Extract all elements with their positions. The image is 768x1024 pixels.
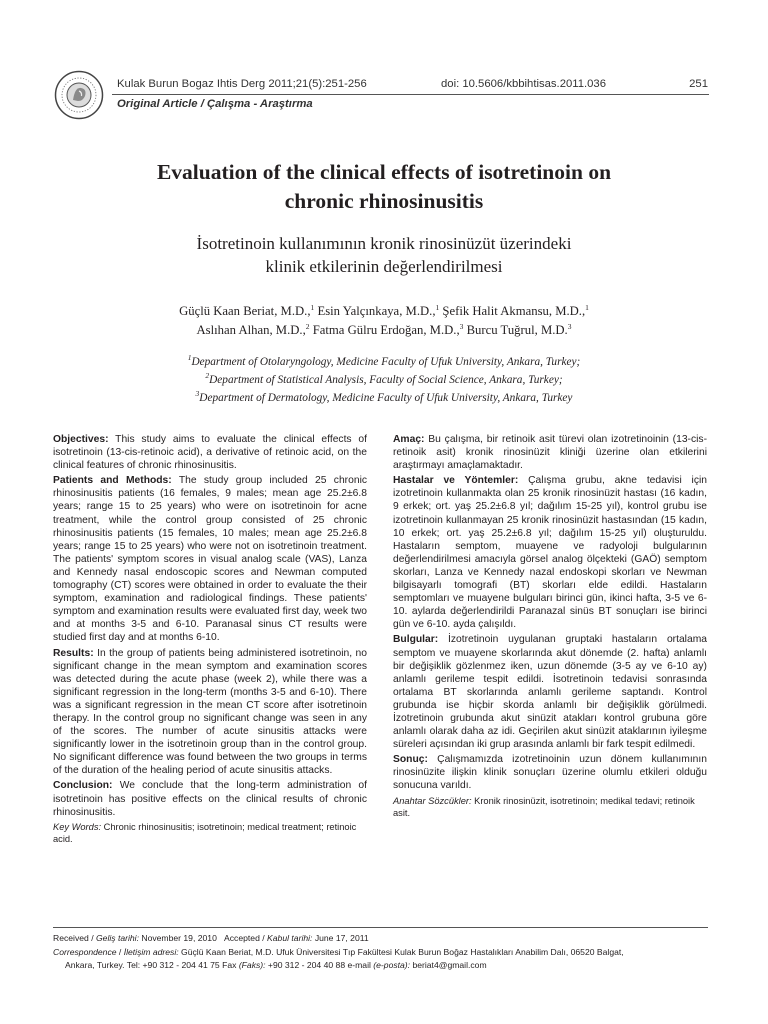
author-affiliation-mark: 3: [567, 322, 572, 331]
author-name: Şefik Halit Akmansu, M.D.,: [442, 304, 586, 318]
author-affiliation-mark: 1: [310, 303, 315, 312]
affiliation-item: $^3$Department of Dermatology, Medicine Faculty of Ufuk University, Ankara, Turkey: [195, 389, 573, 404]
email-address: beriat4@gmail.com: [410, 959, 487, 970]
abstract-results: Results: In the group of patients being administered isotretinoin, no significant change in the mean symptom and examination scores was detected during the acute phase (week 2), while there was a significant regression in the long-term (months 3-5 and 6-10). There was a significant regression in the mean CT score after isotretinoin therapy. In the control group no significant change was seen in any of the scores. The number of acute sinusitis attacks were significantly lower in the isotretinoin group than in the control group. No significant difference was found between the two groups in terms of the duration of the healing period of acute sinusitis attacks.: [53, 647, 367, 777]
header-rule: [112, 94, 709, 95]
ozet-sonuc: Sonuç: Çalışmamızda izotretinoinin uzun dönem kullanımının rinosinüzite ilişkin klinik sonuçları üzerine olumlu etkileri olduğu sonucuna varıldı.: [393, 754, 707, 792]
footer-rule: [53, 927, 708, 928]
affiliation-item: $^2$Department of Statistical Analysis, Faculty of Social Science, Ankara, Turkey;: [205, 371, 563, 386]
ozet-yontem: Hastalar ve Yöntemler: Çalışma grubu, akne tedavisi için izotretinoin kullanmakta olan 25 kronik rinosinüzit hastası (16 kadın, 9 erkek; ort. yaş 25.2±6.8 yıl; dağılım 15-25 yıl), kontrol grubu ise izotretinoin kullanmayan 25 kronik rinosinüzit hastasından (15 kadın, 10 erkek; ort. yaş 25.2±6.8 yıl; dağılım 15-25 yıl) oluşturuldu. Hastaların semptom, muayene ve radyoloji bulgularının değerlendirilmesi amacıyla görsel analog ölçekteki (GAÖ) semptom skorları, Lanza ve Kennedy nazal endoskopi skorları ve Newman bilgisayarlı tomografi (BT) skorları elde edildi. Hastaların semptomları ve muayene bulguları birinci gün, ikinci hafta, 3-5 ve 6-10. aylarda değerlendirildi Paranazal sinüs BT sonuçları ise birinci gün ve 6-10. ayda çalışıldı.: [393, 475, 707, 631]
author-name: Güçlü Kaan Beriat, M.D.,: [179, 304, 311, 318]
affiliation-item: $^1$Department of Otolaryngology, Medicine Faculty of Ufuk University, Ankara, Turkey;: [187, 353, 581, 368]
author-list: [80, 302, 688, 340]
ozet-bulgular: Bulgular: İzotretinoin uygulanan gruptaki hastaların ortalama semptom ve muayene skorlarında akut dönemde (2. hafta) anlamlı bir değişiklik gözlenmez iken, uzun dönemde (3-5 ay ve 6-10 ay) anlamlı gerileme tespit edildi. İsotretinoin tedavisi sonrasında ortalama BT skorlarında anlamlı gerileme saptandı. Kontrol grubunda ise hiçbir skorda anlamlı bir değişiklik görülmedi. İzotretinoin grubunda akut sinüzit atakları kontrol grubuna göre anlamlı olarak daha az idi. Geçirilen akut sinüzit ataklarının iyileşme süreleri açısından iki grup arasında anlamlı bir fark tespit edilmedi.: [393, 634, 707, 751]
page-number: 251: [689, 78, 708, 90]
journal-citation: Kulak Burun Bogaz Ihtis Derg 2011;21(5):251-256: [117, 78, 367, 90]
abstract-english: [53, 433, 367, 848]
abstract-objectives: Objectives: This study aims to evaluate the clinical effects of isotretinoin (13-cis-retinoic acid), a derivative of retinoic acid, on the clinical features of chronic rhinosinusitis.: [53, 434, 367, 472]
correspondence-address: [53, 946, 708, 971]
abstract-keywords: Key Words: Chronic rhinosinusitis; isotretinoin; medical treatment; retinoic acid.: [53, 821, 357, 845]
author-line-1: [80, 302, 688, 321]
abstract-methods: Patients and Methods: The study group included 25 chronic rhinosinusitis patients (16 females, 9 males; mean age 25.2±6.8 years; range 15 to 25 years) who were on isotretinoin for acne treatment, while the control group consisted of 25 chronic rhinosinusitis patients (15 females, 10 males; mean age 25.2±6.8 years; range 15 to 25 years) who were not on isotretinoin treatment. The patients' symptom scores in visual analog scale (VAS), Lanza and Kennedy nasal endoscopic scores and Newman computed tomography (CT) scores were obtained in order to evaluate the their symptom, examination and radiological findings. These patients' symptom and examination results were evaluated first day, week two and at months 3-5 and 6-10. Paranasal sinus CT results were studied first day and at months 6-10.: [53, 475, 368, 644]
title-english-line-2: chronic rhinosinusitis: [284, 189, 484, 213]
ozet-amac: Amaç: Bu çalışma, bir retinoik asit türevi olan izotretinoinin (13-cis-retinoik asit) kronik rinosinüzit kliniği üzerine olan etkilerini araştırmayı amaçlamaktadır.: [393, 434, 707, 472]
correspondence-line-1: Correspondence / İletişim adresi: Güçlü Kaan Beriat, M.D. Ufuk Üniversitesi Tıp Fakültesi Kulak Burun Boğaz Hastalıkları Anabilim Dalı, 06520 Balgat,: [53, 947, 624, 957]
author-name: Fatma Gülru Erdoğan, M.D.,: [312, 323, 460, 337]
abstract-conclusion: Conclusion: We conclude that the long-term administration of isotretinoin has positive effects on the clinical results of chronic rhinosinusitis.: [53, 780, 367, 818]
article-type: Original Article / Çalışma - Araştırma: [117, 98, 313, 110]
author-name: Esin Yalçınkaya, M.D.,: [317, 304, 436, 318]
doi: doi: 10.5606/kbbihtisas.2011.036: [441, 78, 606, 90]
ozet-anahtar-sozcukler: Anahtar Sözcükler: Kronik rinosinüzit, isotretinoin; medikal tedavi; retinoik asit.: [393, 795, 695, 819]
author-name: Aslıhan Alhan, M.D.,: [196, 323, 306, 337]
author-affiliation-mark: 2: [305, 322, 310, 331]
title-turkish: [80, 232, 688, 278]
author-line-2: [80, 321, 688, 340]
title-turkish-line-2: klinik etkilerinin değerlendirilmesi: [265, 257, 503, 276]
title-turkish-line-1: İsotretinoin kullanımının kronik rinosinüzüt üzerindeki: [196, 234, 572, 253]
correspondence-line-2: Ankara, Turkey. Tel: +90 312 - 204 41 75 Fax (Faks): +90 312 - 204 40 88 e-mail (e-posta): beriat4@gmail.com: [65, 959, 487, 970]
affiliations: [80, 353, 688, 407]
author-affiliation-mark: 1: [435, 303, 440, 312]
author-affiliation-mark: 3: [459, 322, 464, 331]
title-english: [80, 158, 688, 216]
author-name: Burcu Tuğrul, M.D.: [466, 323, 568, 337]
journal-logo: [54, 70, 104, 120]
received-accepted-dates: Received / Geliş tarihi: November 19, 2010 Accepted / Kabul tarihi: June 17, 2011: [53, 933, 369, 943]
title-english-line-1: Evaluation of the clinical effects of isotretinoin on: [156, 160, 612, 184]
author-affiliation-mark: 1: [585, 303, 589, 312]
abstract-turkish: [393, 433, 707, 822]
